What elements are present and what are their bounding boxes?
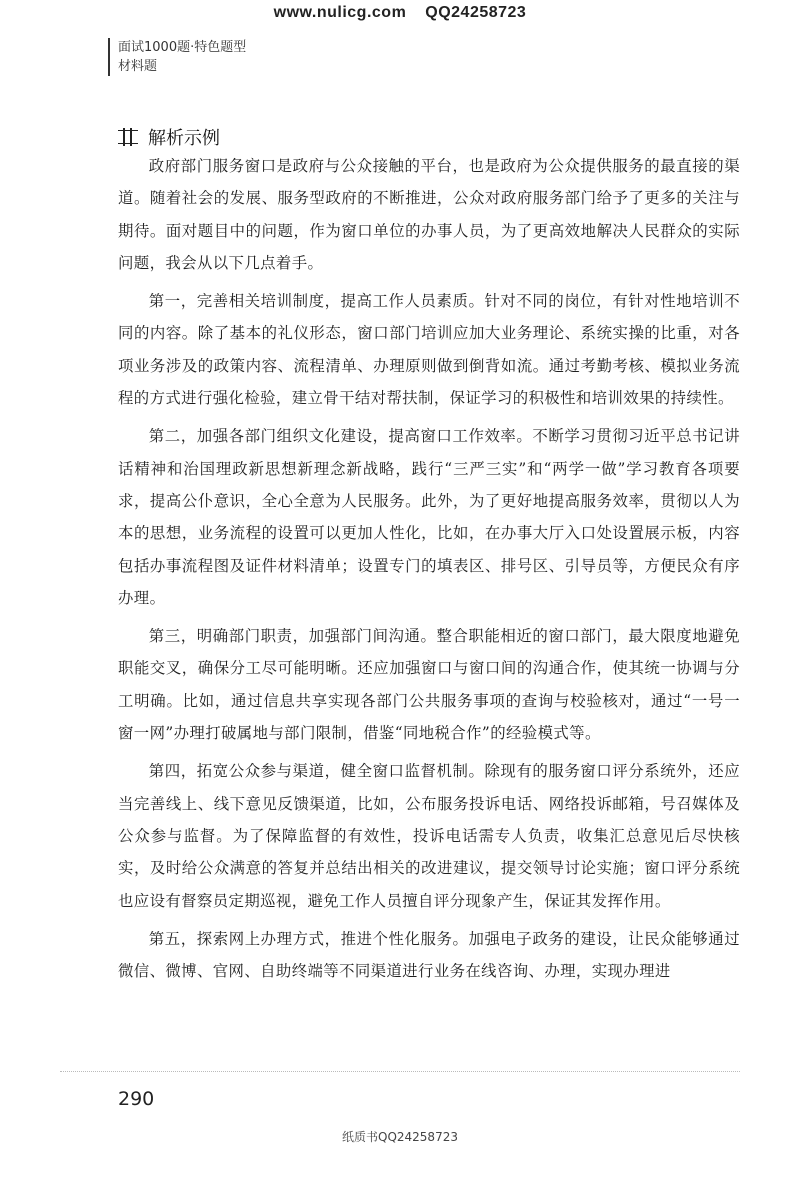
paragraph-point-5: 第五，探索网上办理方式，推进个性化服务。加强电子政务的建设，让民众能够通过微信、微博、官网、自助终端等不同渠道进行业务在线咨询、办理，实现办理进 [118, 929, 740, 981]
scan-artifact-line [60, 1071, 740, 1072]
paragraph-point-1: 第一，完善相关培训制度，提高工作人员素质。针对不同的岗位，有针对性地培训不同的内容。除了基本的礼仪形态，窗口部门培训应加大业务理论、系统实操的比重，对各项业务涉及的政策内容、流程清单、办理原则做到倒背如流。通过考勤考核、模拟业务流程的方式进行强化检验，建立骨干结对帮扶制，保证学习的积极性和培训效果的持续性。 [118, 292, 740, 408]
body-text [118, 150, 740, 993]
paragraph-point-4: 第四，拓宽公众参与渠道，健全窗口监督机制。除现有的服务窗口评分系统外，还应当完善线上、线下意见反馈渠道，比如，公布服务投诉电话、网络投诉邮箱，号召媒体及公众参与监督。为了保障监督的有效性，投诉电话需专人负责，收集汇总意见后尽快核实，及时给公众满意的答复并总结出相关的改进建议，提交领导讨论实施；窗口评分系统也应设有督察员定期巡视，避免工作人员擅自评分现象产生，保证其发挥作用。 [118, 762, 740, 910]
paragraph-point-3: 第三，明确部门职责，加强部门间沟通。整合职能相近的窗口部门，最大限度地避免职能交叉，确保分工尽可能明晰。还应加强窗口与窗口间的沟通合作，使其统一协调与分工明确。比如，通过信息共享实现各部门公共服务事项的查询与校验核对，通过“一号一窗一网”办理打破属地与部门限制，借鉴“同地税合作”的经验模式等。 [118, 627, 740, 743]
watermark-qq: QQ24258723 [425, 4, 527, 21]
section-marker-icon [118, 130, 138, 144]
running-head-chapter: 材料题 [118, 59, 158, 74]
running-head [108, 38, 246, 76]
running-head-book-title: 面试1000题·特色题型 [118, 40, 247, 55]
page-number: 290 [118, 1088, 155, 1110]
paragraph-point-2: 第二，加强各部门组织文化建设，提高窗口工作效率。不断学习贯彻习近平总书记讲话精神和治国理政新思想新理念新战略，践行“三严三实”和“两学一做”学习教育各项要求，提高公仆意识，全心全意为人民服务。此外，为了更好地提高服务效率，贯彻以人为本的思想，业务流程的设置可以更加人性化，比如，在办事大厅入口处设置展示板，内容包括办事流程图及证件材料清单；设置专门的填表区、排号区、引导员等，方便民众有序办理。 [118, 427, 740, 607]
section-title: 解析示例 [148, 128, 220, 149]
bottom-watermark: 纸质书QQ24258723 [342, 1130, 458, 1144]
paragraph-intro: 政府部门服务窗口是政府与公众接触的平台，也是政府为公众提供服务的最直接的渠道。随着社会的发展、服务型政府的不断推进，公众对政府服务部门给予了更多的关注与期待。面对题目中的问题，作为窗口单位的办事人员，为了更高效地解决人民群众的实际问题，我会从以下几点着手。 [118, 157, 740, 272]
top-watermark [0, 4, 800, 22]
watermark-site: www.nulicg.com [273, 4, 407, 21]
section-heading [118, 124, 220, 150]
